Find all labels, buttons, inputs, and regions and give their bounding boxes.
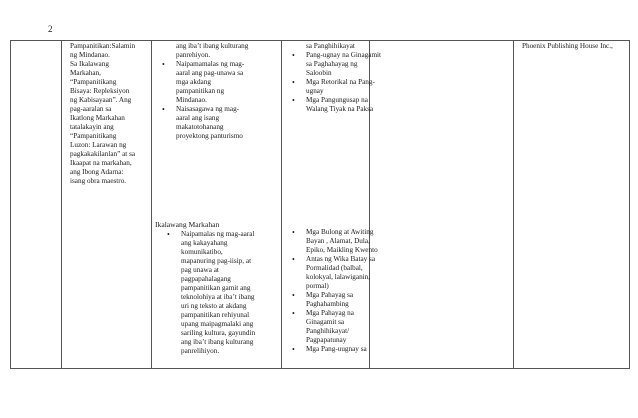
bullet-item <box>286 51 382 78</box>
table-right-border <box>629 40 630 368</box>
bullet-line: proyektong panturismo <box>176 132 243 140</box>
bullet-line: pampanitikan ng <box>176 87 225 95</box>
bullet-line: pormal) <box>306 282 329 290</box>
bullet-line: pampanitikan rehiyunal <box>181 311 250 319</box>
column-divider <box>513 40 514 368</box>
bullet-line: makatotohanang <box>176 123 224 131</box>
paragraph-line: Ikatlong Markahan <box>70 114 125 122</box>
bullet-line: • Mga Retorikal na Pang- <box>306 78 375 86</box>
bullet-line: Ginagamit sa <box>306 318 345 326</box>
bullet-line: Paghahambing <box>306 300 349 308</box>
content-standard-paragraph <box>70 42 150 186</box>
bullet-line: mga akdang <box>176 78 211 86</box>
bullet-item <box>286 96 374 114</box>
bullet-line: aaral ang pag-unawa sa <box>176 69 244 77</box>
paragraph-line: “Pampanitikang <box>70 132 117 140</box>
paragraph-line: “Pampanitikang <box>70 78 117 86</box>
bullet-line: Epiko, Maikling Kwento <box>306 246 378 254</box>
paragraph-line: Sa Ikalawang <box>70 60 109 68</box>
table-bottom-border <box>10 368 630 369</box>
bullet-line: aaral ang isang <box>176 114 220 122</box>
bullet-line: Saloobin <box>306 69 332 77</box>
bullet-item <box>286 255 376 291</box>
quarter2-topics-cell <box>286 228 378 354</box>
paragraph-line: ng Mindanao. <box>70 51 110 59</box>
table-top-border <box>10 40 630 41</box>
continued-text <box>156 42 280 60</box>
bullet-line: • Naipamamalas ng mag- <box>176 60 245 68</box>
bullet-line: Panghihikayat/ <box>306 327 350 335</box>
topics-cell <box>286 42 382 114</box>
bullet-line: • Antas ng Wika Batay sa <box>306 255 376 263</box>
paragraph-line: Bisaya: Repleksiyon <box>70 87 130 95</box>
bullet-line: Pagpapatunay <box>306 336 347 344</box>
paragraph-line: isang obra maestro. <box>70 177 127 185</box>
page-number: 2 <box>48 24 53 34</box>
text-line: sa Panghihikayat <box>306 42 355 50</box>
text-line: ang iba’t ibang kulturang <box>176 42 249 50</box>
bullet-line: • Mga Pang-uugnay sa <box>306 345 367 353</box>
bullet-line: ugnay <box>306 87 324 95</box>
bullet-item <box>286 228 378 255</box>
paragraph-line: Markahan, <box>70 69 101 77</box>
paragraph-line: pagkakakilanlan” at sa <box>70 150 136 158</box>
bullet-line: • Mga Pahayag sa <box>306 291 354 299</box>
bullet-line: Mindanao. <box>176 96 207 104</box>
continued-text <box>286 42 368 51</box>
bullet-line: upang maipagmalaki ang <box>181 320 254 328</box>
bullet-line: ang iba’t ibang kulturang <box>181 338 254 346</box>
bullet-item <box>155 230 281 356</box>
paragraph-line: ng Kabisayaan”. Ang <box>70 96 132 104</box>
column-divider <box>369 40 370 368</box>
bullet-item <box>286 309 368 345</box>
bullet-line: sariling kultura, gayundin <box>181 329 256 337</box>
bullet-line: Bayan , Alamat, Dula, <box>306 237 370 245</box>
column-divider <box>281 40 282 368</box>
bullet-line: mapanuring pag-iisip, at <box>181 257 252 265</box>
paragraph-line: Pampanitikan:Salamin <box>70 42 136 50</box>
publisher-name: Phoenix Publishing House Inc., <box>522 42 613 50</box>
quarter2-cell <box>155 220 281 356</box>
bullet-line: • Naipamalas ng mag-aaral <box>181 230 255 238</box>
table-left-border <box>10 40 11 368</box>
bullet-item <box>286 345 368 354</box>
column-divider <box>61 40 62 368</box>
paragraph-line: Ikaapat na markahan, <box>70 159 132 167</box>
bullet-line: sa Paghahayag ng <box>306 60 358 68</box>
bullet-line: panrelihiyon. <box>181 347 220 355</box>
performance-standard-cell <box>156 42 280 141</box>
bullet-line: Pormalidad (balbal, <box>306 264 363 272</box>
bullet-line: • Mga Pahayag na <box>306 309 354 317</box>
bullet-line: ang kakayahang <box>181 239 228 247</box>
bullet-line: kolokyal, lalawiganin, <box>306 273 371 281</box>
text-line: panrehiyon. <box>176 51 211 59</box>
bullet-line: pagpapahalagang <box>181 275 231 283</box>
bullet-item <box>286 78 375 96</box>
quarter2-heading: Ikalawang Markahan <box>155 220 220 229</box>
bullet-item <box>156 60 280 105</box>
paragraph-line: tatalakayin ang <box>70 123 114 131</box>
bullet-line: pampanitikan gamit ang <box>181 284 251 292</box>
paragraph-line: pag-aaralan sa <box>70 105 112 113</box>
paragraph-line: Luzon: Larawan ng <box>70 141 127 149</box>
curriculum-table <box>10 40 630 368</box>
bullet-line: • Naisasagawa ng mag- <box>176 105 240 113</box>
column-divider <box>151 40 152 368</box>
bullet-item <box>156 105 280 141</box>
bullet-line: teknolohiya at iba’t ibang <box>181 293 255 301</box>
bullet-item <box>286 291 368 309</box>
bullet-line: pag unawa at <box>181 266 219 274</box>
resources-cell <box>522 42 628 51</box>
bullet-line: • Mga Pangungusap na <box>306 96 368 104</box>
bullet-line: • Mga Bulong at Awiting <box>306 228 374 236</box>
bullet-line: Walang Tiyak na Paksa <box>306 105 374 113</box>
bullet-line: komunikatibo, <box>181 248 223 256</box>
bullet-line: • Pang-ugnay na Ginagamit <box>306 51 382 59</box>
paragraph-line: ang Ibong Adarna: <box>70 168 124 176</box>
bullet-line: uri ng teksto at akdang <box>181 302 247 310</box>
